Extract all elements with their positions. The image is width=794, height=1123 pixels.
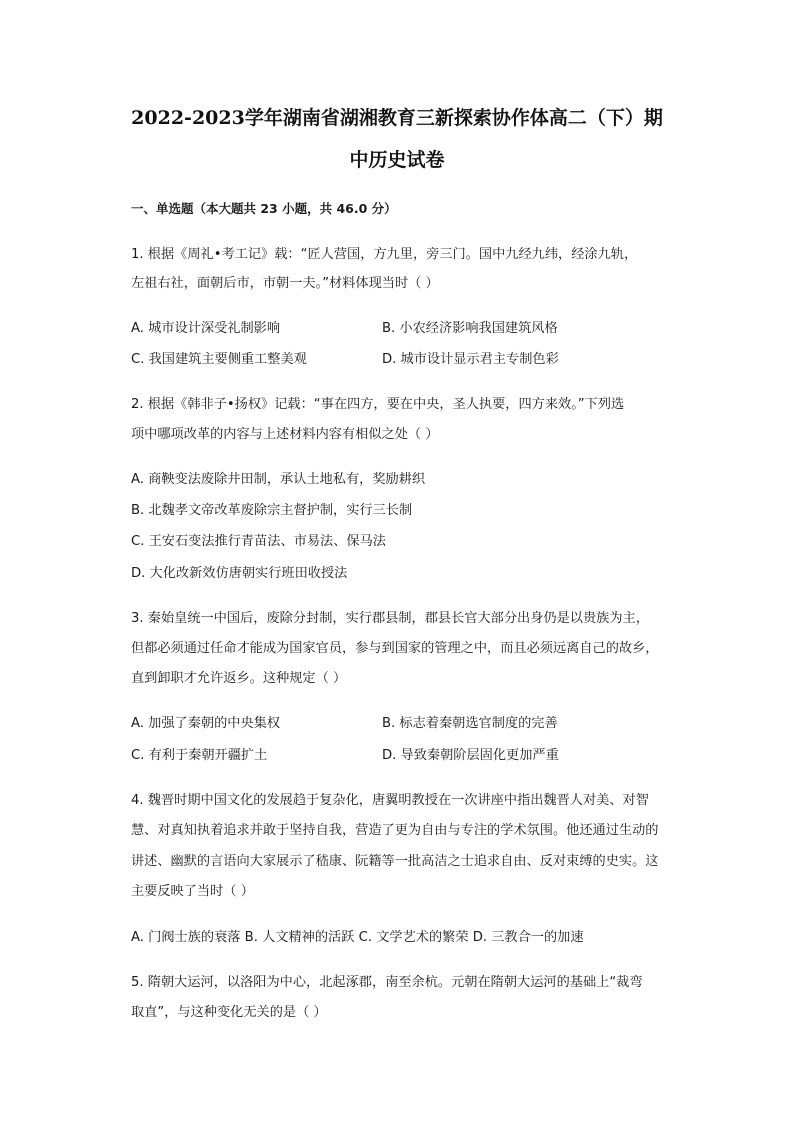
question-5-line-1: 5. 隋朝大运河，以洛阳为中心，北起涿郡，南至余杭。元朝在隋朝大运河的基础上“裁弯: [131, 975, 643, 990]
question-3-option-d: D. 导致秦朝阶层固化更加严重: [382, 748, 559, 763]
question-3-option-b: B. 标志着秦朝选官制度的完善: [382, 716, 558, 731]
question-1-line-2: 左祖右社，面朝后市，市朝一夫。”材料体现当时（ ）: [131, 276, 439, 291]
question-2-option-a: A. 商鞅变法废除井田制，承认土地私有，奖励耕织: [131, 472, 426, 487]
question-2-option-d: D. 大化改新效仿唐朝实行班田收授法: [131, 566, 348, 581]
question-1-option-b: B. 小农经济影响我国建筑风格: [382, 321, 558, 336]
question-4-line-2: 慧、对真知执着追求并敢于坚持自我，营造了更为自由与专注的学术氛围。他还通过生动的: [131, 823, 659, 838]
section-header: 一、单选题（本大题共 23 小题，共 46.0 分）: [131, 201, 397, 216]
exam-title-line-1: 2022-2023学年湖南省湖湘教育三新探索协作体高二（下）期: [131, 107, 663, 129]
question-1-option-c: C. 我国建筑主要侧重工整美观: [131, 352, 307, 367]
question-2-line-1: 2. 根据《韩非子•扬权》记载：“事在四方，要在中央，圣人执要，四方来效。”下列选: [131, 397, 625, 412]
question-3-option-c: C. 有利于秦朝开疆扩土: [131, 748, 268, 763]
question-4-options: A. 门阀士族的衰落 B. 人文精神的活跃 C. 文学艺术的繁荣 D. 三教合一的加速: [131, 930, 584, 945]
question-2-line-2: 项中哪项改革的内容与上述材料内容有相似之处（ ）: [131, 427, 439, 442]
question-2-option-c: C. 王安石变法推行青苗法、市易法、保马法: [131, 534, 386, 549]
question-3-option-a: A. 加强了秦朝的中央集权: [131, 716, 281, 731]
exam-title-line-2: 中历史试卷: [349, 149, 445, 171]
question-2-option-b: B. 北魏孝文帝改革废除宗主督护制，实行三长制: [131, 503, 413, 518]
question-3-line-2: 但都必须通过任命才能成为国家官员，参与到国家的管理之中，而且必须远离自己的故乡，: [131, 641, 659, 656]
question-5-line-2: 取直”，与这种变化无关的是（ ）: [131, 1005, 327, 1020]
question-1-option-a: A. 城市设计深受礼制影响: [131, 321, 281, 336]
question-1-line-1: 1. 根据《周礼•考工记》载：“匠人营国，方九里，旁三门。国中九经九纬，经涂九轨，: [131, 247, 638, 262]
question-1-option-d: D. 城市设计显示君主专制色彩: [382, 352, 559, 367]
question-4-line-4: 主要反映了当时（ ）: [131, 884, 254, 899]
question-3-line-1: 3. 秦始皇统一中国后，废除分封制，实行郡县制，郡县长官大部分出身仍是以贵族为主，: [131, 611, 649, 626]
question-3-line-3: 直到卸职才允许返乡。这种规定（ ）: [131, 671, 347, 686]
question-4-line-3: 讲述、幽默的言语向大家展示了嵇康、阮籍等一批高洁之士追求自由、反对束缚的史实。这: [131, 854, 659, 869]
question-4-line-1: 4. 魏晋时期中国文化的发展趋于复杂化，唐翼明教授在一次讲座中指出魏晋人对美、对智: [131, 793, 649, 808]
